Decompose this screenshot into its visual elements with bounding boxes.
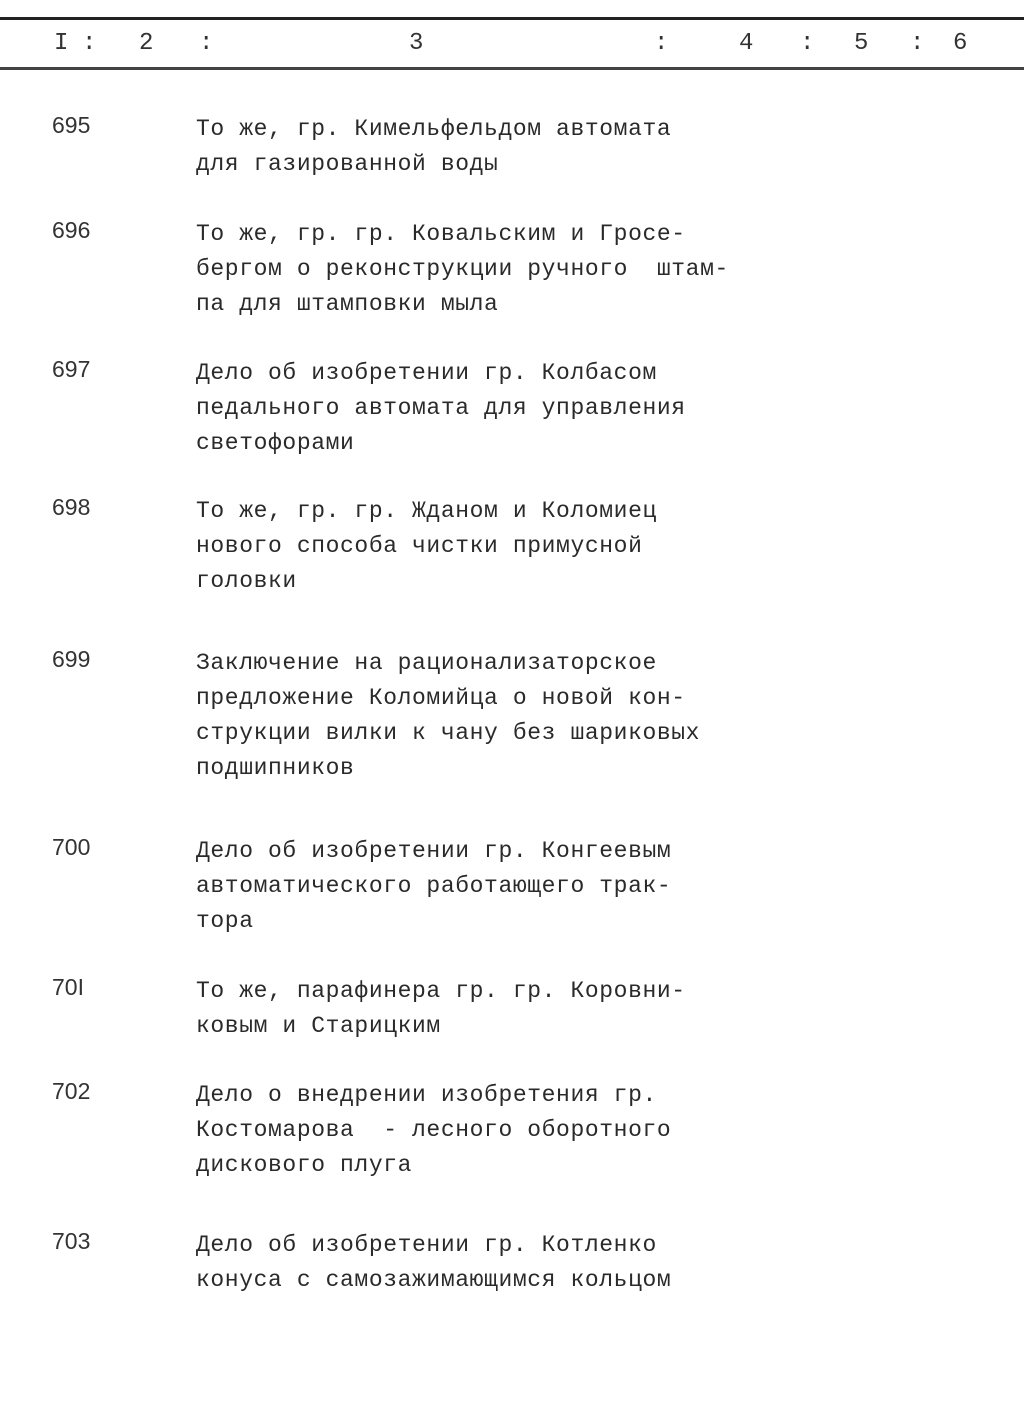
column-separator: : (654, 30, 669, 57)
entry-number: 698 (52, 494, 91, 520)
column-separator: : (800, 30, 815, 57)
entry-title-line: бергом о реконструкции ручного штам- (196, 256, 729, 282)
entry-title-line: струкции вилки к чану без шариковых (196, 720, 701, 746)
entry-title-line: подшипников (196, 755, 355, 781)
column-separator: : (910, 30, 925, 57)
entry-title-line: ковым и Старицким (196, 1013, 441, 1039)
entry-title-line: дискового плуга (196, 1152, 413, 1178)
entry-title-line: То же, гр. Кимельфельдом автомата (196, 116, 672, 142)
entry-number: 699 (52, 646, 91, 672)
entry-number: 70I (52, 974, 84, 1000)
column-1-label: I (54, 30, 69, 57)
column-6-label: 6 (953, 30, 968, 57)
entry-title (196, 112, 671, 182)
column-3-label: 3 (409, 30, 424, 57)
column-2-label: 2 (139, 30, 154, 57)
entry-title-line: предложение Коломийца о новой кон- (196, 685, 686, 711)
entry-number: 703 (52, 1228, 91, 1254)
entry-title-line: Дело об изобретении гр. Котленко (196, 1232, 657, 1258)
entry-title (196, 974, 686, 1044)
entry-title (196, 217, 729, 322)
entry-title-line: тора (196, 908, 254, 934)
column-separator: : (82, 30, 97, 57)
entry-number: 700 (52, 834, 91, 860)
entry-title-line: Заключение на рационализаторское (196, 650, 657, 676)
entry-title-line: То же, гр. гр. Жданом и Коломиец (196, 498, 657, 524)
entry-title (196, 494, 657, 599)
header-bottom-rule (0, 67, 1024, 70)
column-separator: : (199, 30, 214, 57)
column-4-label: 4 (739, 30, 754, 57)
entry-number: 702 (52, 1078, 91, 1104)
entry-title-line: Дело об изобретении гр. Колбасом (196, 360, 657, 386)
entry-title-line: нового способа чистки примусной (196, 533, 643, 559)
entry-title-line: для газированной воды (196, 151, 499, 177)
entry-title (196, 1228, 671, 1298)
entry-title (196, 1078, 671, 1183)
entry-number: 696 (52, 217, 91, 243)
entry-title-line: Дело об изобретении гр. Конгеевым (196, 838, 672, 864)
entry-title-line: То же, гр. гр. Ковальским и Гросе- (196, 221, 686, 247)
entry-title (196, 356, 686, 461)
entry-title (196, 834, 671, 939)
entry-title-line: па для штамповки мыла (196, 291, 499, 317)
entry-title-line: Костомарова - лесного оборотного (196, 1117, 672, 1143)
entry-number: 697 (52, 356, 91, 382)
entry-title-line: светофорами (196, 430, 355, 456)
entry-title-line: То же, парафинера гр. гр. Коровни- (196, 978, 686, 1004)
entry-title-line: Дело о внедрении изобретения гр. (196, 1082, 657, 1108)
entry-title-line: конуса с самозажимающимся кольцом (196, 1267, 672, 1293)
column-5-label: 5 (854, 30, 869, 57)
entry-title-line: автоматического работающего трак- (196, 873, 672, 899)
entry-title (196, 646, 700, 786)
entry-number: 695 (52, 112, 91, 138)
header-top-rule (0, 17, 1024, 20)
entry-title-line: педального автомата для управления (196, 395, 686, 421)
entry-title-line: головки (196, 568, 297, 594)
